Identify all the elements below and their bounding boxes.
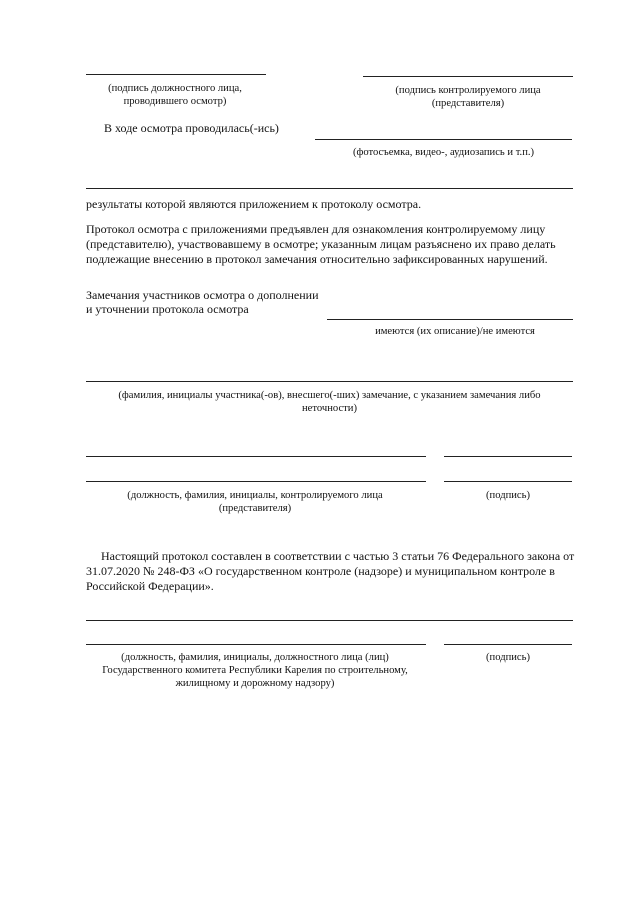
controlled-name-line-2[interactable] <box>86 481 426 482</box>
official-signature-caption-1: (подпись должностного лица, <box>108 83 242 94</box>
legal-line-2: 31.07.2020 № 248-ФЗ «О государственном контроле (надзоре) и муниципальном контроле в <box>86 564 555 578</box>
controlled-signature-caption-1: (подпись контролируемого лица <box>395 85 541 96</box>
presented-line-3: подлежащие внесению в протокол замечания относительно зафиксированных нарушений. <box>86 252 548 266</box>
legal-line-3: Российской Федерации». <box>86 579 214 593</box>
official-name-line-2[interactable] <box>86 644 426 645</box>
official-sign-line[interactable] <box>444 644 572 645</box>
controlled-signature-caption-2: (представителя) <box>431 98 505 109</box>
controlled-name-line-1[interactable] <box>86 456 426 457</box>
official-name-caption-3: жилищному и дорожному надзору) <box>175 678 335 689</box>
official-signature-line[interactable] <box>86 74 266 75</box>
remarks-caption: имеются (их описание)/не имеются <box>375 326 535 337</box>
media-details-line[interactable] <box>86 188 573 189</box>
media-label: В ходе осмотра проводилась(-ись) <box>104 121 279 135</box>
official-signature-label: (подпись) <box>486 652 530 663</box>
controlled-name-caption-1: (должность, фамилия, инициалы, контролируемого лица <box>127 490 383 501</box>
media-results-text: результаты которой являются приложением к протоколу осмотра. <box>86 197 422 211</box>
presented-line-2: (представителю), участвовавшему в осмотре; указанным лицам разъяснено их право делать <box>86 237 556 251</box>
remarks-label-1: Замечания участников осмотра о дополнении <box>86 288 319 302</box>
media-type-line[interactable] <box>315 139 572 140</box>
controlled-name-caption-2: (представителя) <box>218 503 292 514</box>
remarks-label-2: и уточнении протокола осмотра <box>86 302 249 316</box>
controlled-sign-line-2[interactable] <box>444 481 572 482</box>
participant-caption-1: (фамилия, инициалы участника(-ов), внесшего(-ших) замечание, с указанием замечания либо <box>118 390 541 401</box>
presented-line-1: Протокол осмотра с приложениями предъявлен для ознакомления контролируемому лицу <box>86 222 546 236</box>
controlled-signature-label: (подпись) <box>486 490 530 501</box>
controlled-signature-line[interactable] <box>363 76 573 77</box>
remarks-line[interactable] <box>327 319 573 320</box>
participant-caption-2: неточности) <box>302 403 357 414</box>
official-name-caption-1: (должность, фамилия, инициалы, должностного лица (лиц) <box>121 652 389 663</box>
official-name-caption-2: Государственного комитета Республики Карелия по строительному, <box>102 665 408 676</box>
participant-remarks-line[interactable] <box>86 381 573 382</box>
controlled-sign-line-1[interactable] <box>444 456 572 457</box>
official-signature-caption-2: проводившего осмотр) <box>123 96 227 107</box>
official-name-line-1[interactable] <box>86 620 573 621</box>
media-caption: (фотосъемка, видео-, аудиозапись и т.п.) <box>352 147 535 158</box>
legal-line-1: Настоящий протокол составлен в соответствии с частью 3 статьи 76 Федерального закона от <box>101 549 575 563</box>
